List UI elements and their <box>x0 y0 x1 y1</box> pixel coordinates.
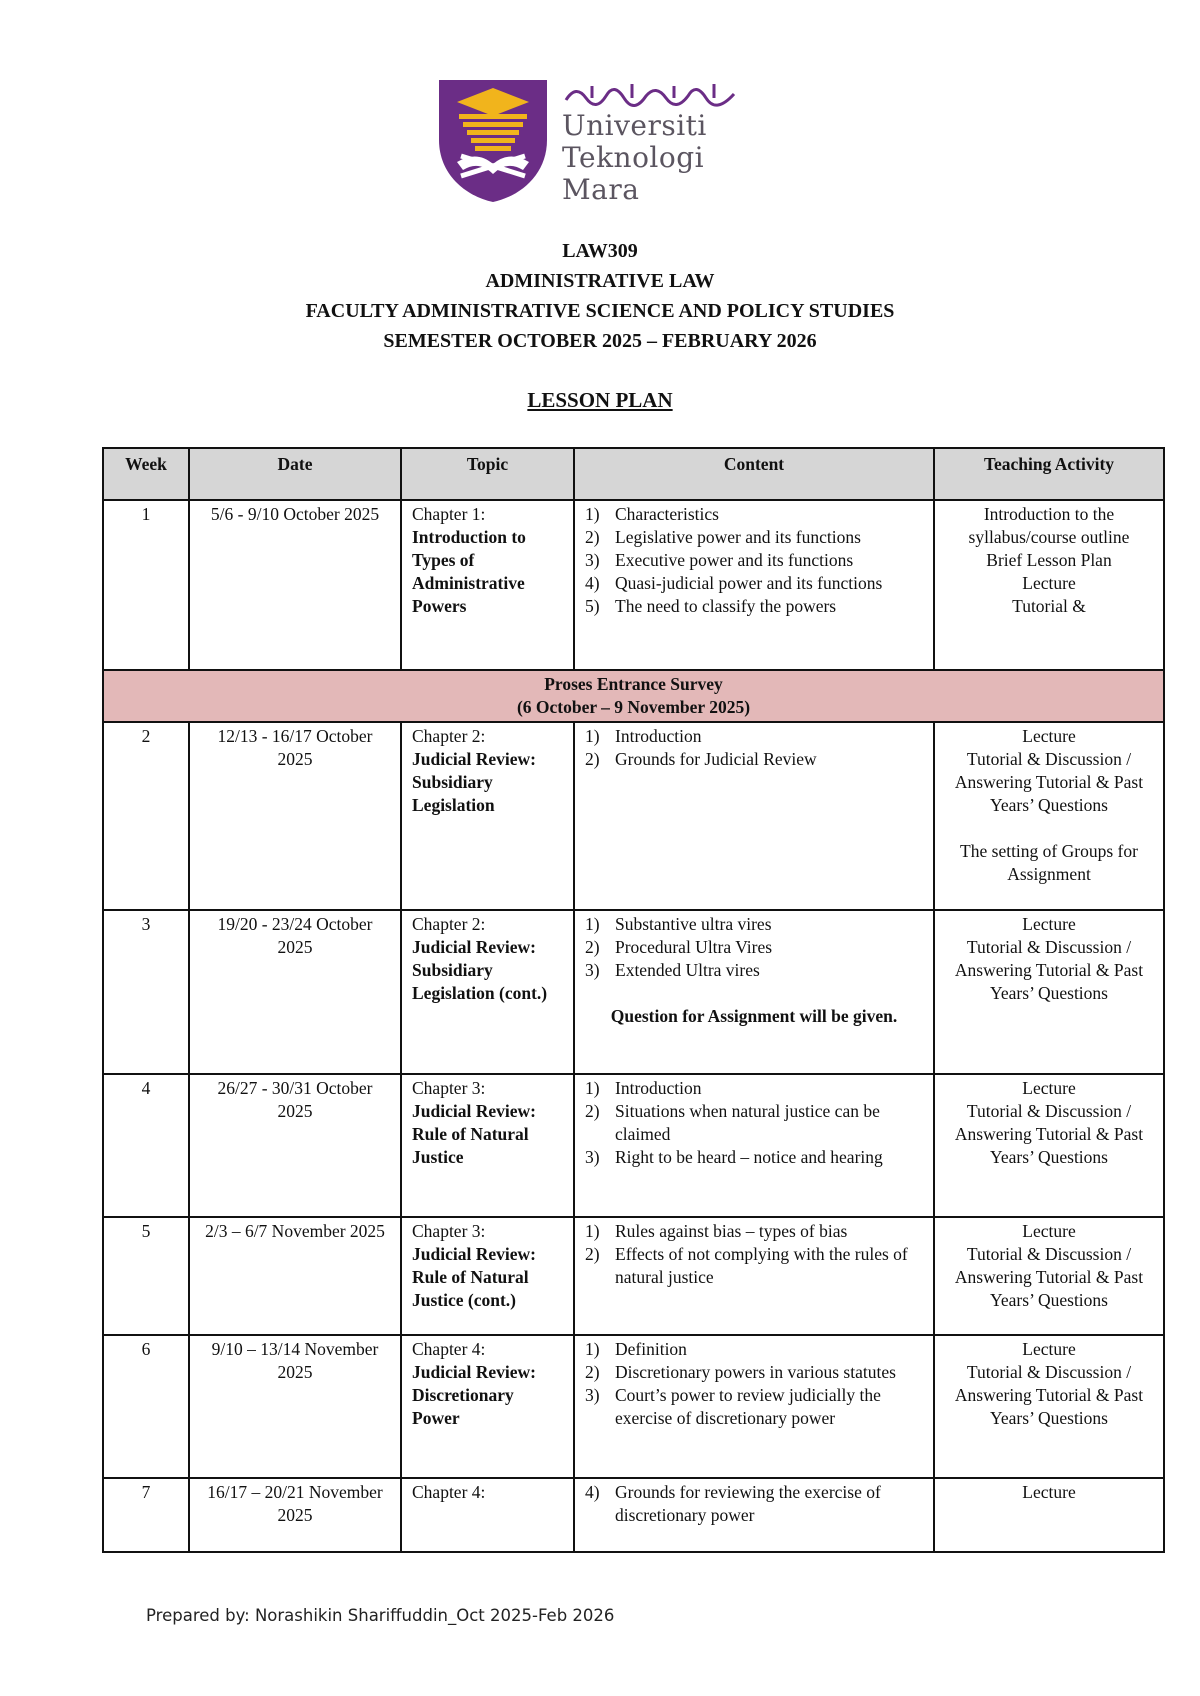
activity-cell <box>934 1478 1164 1552</box>
activity-cell <box>934 500 1164 670</box>
content-item: 3) Right to be heard – notice and hearing <box>585 1147 883 1167</box>
course-name: ADMINISTRATIVE LAW <box>485 270 715 292</box>
column-header-week: Week <box>103 448 189 500</box>
topic-chapter: Chapter 2: <box>412 726 486 746</box>
logo-wordmark-line1: Universiti <box>562 109 707 142</box>
content-item: 1) Substantive ultra vires <box>585 914 772 934</box>
activity-line: Lecture <box>1022 1078 1076 1098</box>
topic-title: Judicial Review: Subsidiary Legislation (cont.) <box>412 937 548 1003</box>
table-row <box>103 910 1164 1074</box>
content-item: 4) Quasi-judicial power and its functions <box>585 573 883 593</box>
content-item: 1) Introduction <box>585 1078 702 1098</box>
topic-chapter: Chapter 3: <box>412 1221 486 1241</box>
content-cell <box>574 1074 934 1217</box>
topic-cell <box>401 1217 574 1335</box>
activity-cell <box>934 722 1164 910</box>
content-cell <box>574 1335 934 1478</box>
topic-cell <box>401 500 574 670</box>
content-cell <box>574 500 934 670</box>
table-row <box>103 500 1164 670</box>
content-item: 1) Characteristics <box>585 504 719 524</box>
survey-banner <box>103 670 1164 722</box>
content-item: 2) Grounds for Judicial Review <box>585 749 817 769</box>
week-cell: 5 <box>103 1217 189 1335</box>
activity-line: Lecture <box>1022 726 1076 746</box>
topic-chapter: Chapter 3: <box>412 1078 486 1098</box>
topic-cell <box>401 910 574 1074</box>
survey-dates: (6 October – 9 November 2025) <box>516 697 751 717</box>
activity-cell <box>934 1335 1164 1478</box>
topic-cell <box>401 1335 574 1478</box>
prepared-by-footer: Prepared by: Norashikin Shariffuddin_Oct 2025-Feb 2026 <box>146 1606 615 1625</box>
activity-line: Tutorial & Discussion / Answering Tutorial & Past Years’ Questions <box>954 749 1144 815</box>
content-item: 1) Rules against bias – types of bias <box>585 1221 848 1241</box>
content-item: 5) The need to classify the powers <box>585 596 837 616</box>
content-item: 2) Situations when natural justice can be claimed <box>585 1101 880 1144</box>
activity-line: Lecture <box>1022 1339 1076 1359</box>
column-header-topic: Topic <box>401 448 574 500</box>
topic-title: Introduction to Types of Administrative Powers <box>412 527 526 616</box>
table-row <box>103 1478 1164 1552</box>
date-cell: 16/17 – 20/21 November 2025 <box>189 1478 401 1552</box>
week-cell: 2 <box>103 722 189 910</box>
week-cell: 4 <box>103 1074 189 1217</box>
activity-cell <box>934 1217 1164 1335</box>
date-cell: 9/10 – 13/14 November 2025 <box>189 1335 401 1478</box>
faculty-name: FACULTY ADMINISTRATIVE SCIENCE AND POLICY STUDIES <box>305 300 895 322</box>
week-cell: 3 <box>103 910 189 1074</box>
topic-chapter: Chapter 4: <box>412 1482 486 1502</box>
content-cell <box>574 722 934 910</box>
table-row <box>103 1074 1164 1217</box>
content-item: 2) Effects of not complying with the rules of natural justice <box>585 1244 908 1287</box>
content-cell <box>574 1217 934 1335</box>
activity-line: Tutorial & <box>1012 596 1086 616</box>
activity-line: Lecture <box>1022 1221 1076 1241</box>
content-item: 2) Discretionary powers in various statutes <box>585 1362 896 1382</box>
logo-jawi-script <box>562 78 742 108</box>
topic-cell <box>401 1478 574 1552</box>
date-cell: 12/13 - 16/17 October 2025 <box>189 722 401 910</box>
date-cell: 2/3 – 6/7 November 2025 <box>189 1217 401 1335</box>
content-item: 1) Introduction <box>585 726 702 746</box>
activity-line: Lecture <box>1022 1482 1076 1502</box>
survey-title: Proses Entrance Survey <box>544 674 723 694</box>
topic-title: Judicial Review: Rule of Natural Justice <box>412 1101 536 1167</box>
content-item: 2) Procedural Ultra Vires <box>585 937 773 957</box>
activity-line: Tutorial & Discussion / Answering Tutorial & Past Years’ Questions <box>954 1244 1144 1310</box>
date-cell: 26/27 - 30/31 October 2025 <box>189 1074 401 1217</box>
logo-wordmark-line3: Mara <box>562 173 640 206</box>
logo-wordmark-line2: Teknologi <box>562 141 705 174</box>
date-cell: 5/6 - 9/10 October 2025 <box>189 500 401 670</box>
activity-line: The setting of Groups for Assignment <box>960 841 1138 884</box>
survey-banner-row <box>103 670 1164 722</box>
table-row <box>103 722 1164 910</box>
activity-line: Brief Lesson Plan <box>986 550 1112 570</box>
column-header-activity: Teaching Activity <box>934 448 1164 500</box>
course-header <box>0 236 1200 356</box>
topic-cell <box>401 1074 574 1217</box>
lesson-plan-title: LESSON PLAN <box>527 388 673 412</box>
column-header-content: Content <box>574 448 934 500</box>
content-item: 2) Legislative power and its functions <box>585 527 861 547</box>
topic-title: Judicial Review: Rule of Natural Justice (cont.) <box>412 1244 536 1310</box>
activity-line: Tutorial & Discussion / Answering Tutorial & Past Years’ Questions <box>954 1362 1144 1428</box>
activity-cell <box>934 1074 1164 1217</box>
content-item: 1) Definition <box>585 1339 687 1359</box>
activity-line: Lecture <box>1022 914 1076 934</box>
semester: SEMESTER OCTOBER 2025 – FEBRUARY 2026 <box>383 330 817 352</box>
week-cell: 1 <box>103 500 189 670</box>
topic-title: Judicial Review: Discretionary Power <box>412 1362 536 1428</box>
column-header-date: Date <box>189 448 401 500</box>
course-code: LAW309 <box>562 240 638 262</box>
topic-chapter: Chapter 2: <box>412 914 486 934</box>
content-item: 3) Executive power and its functions <box>585 550 854 570</box>
content-item: 3) Court’s power to review judicially the exercise of discretionary power <box>585 1385 881 1428</box>
table-row <box>103 1335 1164 1478</box>
content-cell <box>574 1478 934 1552</box>
table-row <box>103 1217 1164 1335</box>
content-item: 4) Grounds for reviewing the exercise of discretionary power <box>585 1482 881 1525</box>
activity-line: Introduction to the syllabus/course outline <box>968 504 1130 547</box>
lesson-plan-table <box>102 447 1165 1553</box>
topic-chapter: Chapter 4: <box>412 1339 486 1359</box>
week-cell: 7 <box>103 1478 189 1552</box>
topic-cell <box>401 722 574 910</box>
activity-line: Tutorial & Discussion / Answering Tutorial & Past Years’ Questions <box>954 1101 1144 1167</box>
university-logo <box>437 78 747 208</box>
assignment-note: Question for Assignment will be given. <box>610 1006 898 1026</box>
week-cell: 6 <box>103 1335 189 1478</box>
content-item: 3) Extended Ultra vires <box>585 960 760 980</box>
crest-icon <box>437 78 549 204</box>
activity-line: Lecture <box>1022 573 1076 593</box>
activity-line: Tutorial & Discussion / Answering Tutorial & Past Years’ Questions <box>954 937 1144 1003</box>
topic-chapter: Chapter 1: <box>412 504 486 524</box>
date-cell: 19/20 - 23/24 October 2025 <box>189 910 401 1074</box>
topic-title: Judicial Review: Subsidiary Legislation <box>412 749 536 815</box>
table-header-row <box>103 448 1164 500</box>
content-cell <box>574 910 934 1074</box>
activity-cell <box>934 910 1164 1074</box>
